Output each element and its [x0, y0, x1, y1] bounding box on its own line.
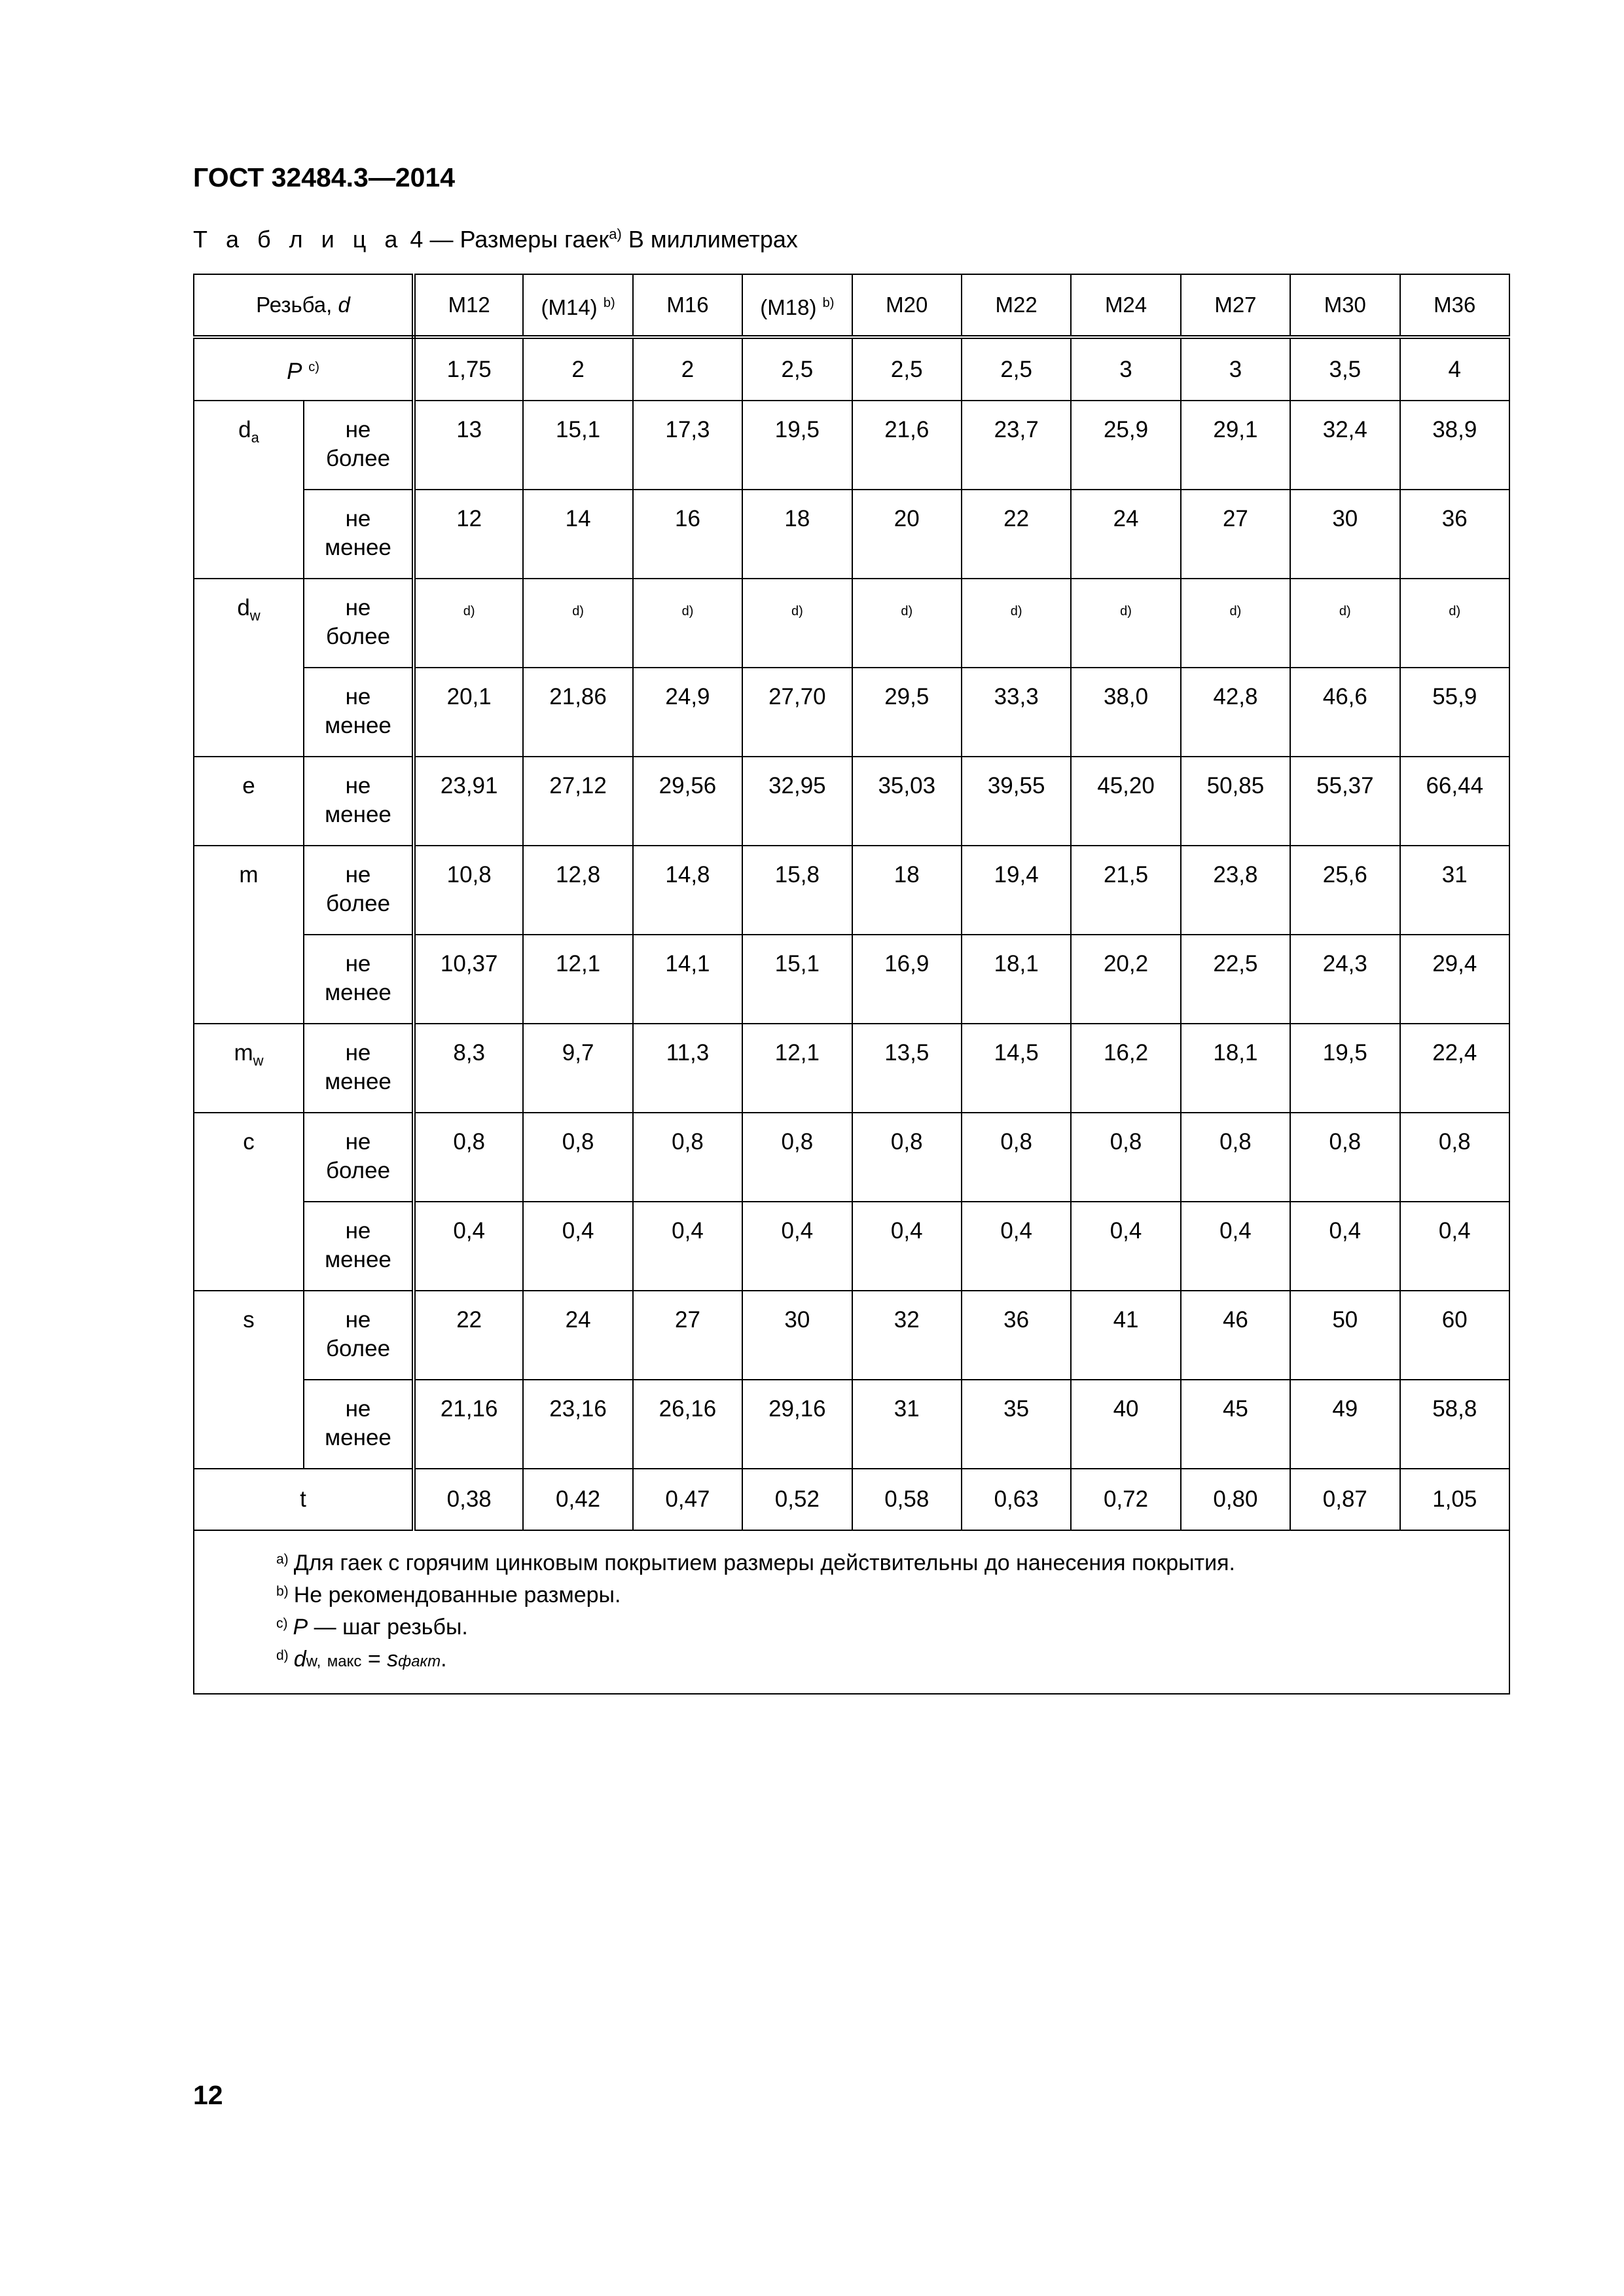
value-cell: 25,6: [1290, 846, 1399, 935]
cell-footnote-mark: d): [1229, 604, 1242, 619]
value-cell: 50,85: [1181, 757, 1290, 846]
pitch-row: [194, 337, 1509, 401]
t-value: 1,05: [1400, 1469, 1509, 1530]
value-cell: 45,20: [1071, 757, 1180, 846]
caption-title-mark: a): [609, 226, 622, 242]
footnote-rhs-symbol: s: [387, 1647, 399, 1672]
value-cell: 33,3: [962, 668, 1071, 757]
value-cell: 27: [1181, 490, 1290, 579]
value-cell: 8,3: [414, 1024, 523, 1113]
value-cell: 12,1: [523, 935, 632, 1024]
param-symbol: d: [238, 417, 251, 442]
table-row: [194, 668, 1509, 757]
size-label: M30: [1324, 293, 1366, 317]
size-header-cell: [523, 274, 632, 337]
size-label: M36: [1434, 293, 1476, 317]
value-cell: 39,55: [962, 757, 1071, 846]
value-cell: [1400, 579, 1509, 668]
t-value: 0,47: [633, 1469, 742, 1530]
limit-cell: не более: [304, 401, 414, 490]
cell-footnote-mark: d): [791, 604, 803, 619]
pitch-value: 1,75: [414, 337, 523, 401]
value-cell: 32: [852, 1291, 962, 1380]
param-cell: [194, 401, 304, 579]
size-label: (M14): [541, 295, 598, 319]
size-label: M27: [1214, 293, 1257, 317]
param-symbol: m: [239, 862, 259, 888]
value-cell: 23,91: [414, 757, 523, 846]
footnote-eq: =: [367, 1647, 381, 1672]
value-cell: 30: [742, 1291, 852, 1380]
param-cell: [194, 1113, 304, 1291]
value-cell: 20,2: [1071, 935, 1180, 1024]
value-cell: [742, 579, 852, 668]
value-cell: 0,4: [1181, 1202, 1290, 1291]
value-cell: 0,4: [1290, 1202, 1399, 1291]
limit-cell: не более: [304, 579, 414, 668]
value-cell: 14,1: [633, 935, 742, 1024]
value-cell: 22: [962, 490, 1071, 579]
footnote-mark: d): [276, 1648, 289, 1663]
value-cell: 0,8: [633, 1113, 742, 1202]
value-cell: 36: [1400, 490, 1509, 579]
value-cell: 23,8: [1181, 846, 1290, 935]
value-cell: 20: [852, 490, 962, 579]
value-cell: 0,4: [523, 1202, 632, 1291]
value-cell: 49: [1290, 1380, 1399, 1469]
footnote-text: Для гаек с горячим цинковым покрытием размеры действительны до нанесения покрытия.: [293, 1551, 1235, 1575]
value-cell: 30: [1290, 490, 1399, 579]
value-cell: 24: [1071, 490, 1180, 579]
footnote-text: Не рекомендованные размеры.: [293, 1583, 621, 1607]
t-value: 0,52: [742, 1469, 852, 1530]
size-label: M22: [995, 293, 1038, 317]
value-cell: 0,8: [852, 1113, 962, 1202]
value-cell: 26,16: [633, 1380, 742, 1469]
value-cell: 0,8: [523, 1113, 632, 1202]
size-header-cell: [1400, 274, 1509, 337]
value-cell: 10,37: [414, 935, 523, 1024]
pitch-symbol: P: [287, 359, 302, 384]
value-cell: 55,37: [1290, 757, 1399, 846]
value-cell: 29,56: [633, 757, 742, 846]
limit-cell: не менее: [304, 1202, 414, 1291]
pitch-value: 3: [1181, 337, 1290, 401]
value-cell: 31: [852, 1380, 962, 1469]
value-cell: 35: [962, 1380, 1071, 1469]
param-symbol: c: [243, 1129, 255, 1155]
table-row: [194, 1380, 1509, 1469]
param-cell: [194, 579, 304, 757]
t-value: 0,58: [852, 1469, 962, 1530]
value-cell: 22,4: [1400, 1024, 1509, 1113]
size-footnote-mark: b): [822, 295, 835, 310]
size-label: (M18): [760, 295, 817, 319]
table-row: [194, 757, 1509, 846]
value-cell: 32,4: [1290, 401, 1399, 490]
value-cell: 58,8: [1400, 1380, 1509, 1469]
value-cell: 0,4: [1400, 1202, 1509, 1291]
value-cell: 0,8: [962, 1113, 1071, 1202]
size-header-cell: [1181, 274, 1290, 337]
param-symbol: s: [243, 1307, 255, 1333]
pitch-value: 4: [1400, 337, 1509, 401]
pitch-value: 2,5: [852, 337, 962, 401]
footnote: [276, 1641, 1509, 1676]
table-row: [194, 490, 1509, 579]
footnote: [276, 1545, 1509, 1577]
table-caption: [193, 226, 798, 253]
param-cell: [194, 1291, 304, 1469]
footnote: [276, 1577, 1509, 1609]
value-cell: 22: [414, 1291, 523, 1380]
value-cell: 0,4: [962, 1202, 1071, 1291]
size-header-cell: [633, 274, 742, 337]
value-cell: 32,95: [742, 757, 852, 846]
t-value: 0,87: [1290, 1469, 1399, 1530]
value-cell: 42,8: [1181, 668, 1290, 757]
table-row: [194, 935, 1509, 1024]
cell-footnote-mark: d): [463, 604, 475, 619]
value-cell: 16: [633, 490, 742, 579]
page-number: 12: [193, 2080, 223, 2110]
value-cell: 36: [962, 1291, 1071, 1380]
value-cell: 46,6: [1290, 668, 1399, 757]
footnote-mark: b): [276, 1584, 289, 1599]
size-footnote-mark: b): [603, 295, 615, 310]
value-cell: 23,7: [962, 401, 1071, 490]
value-cell: 18,1: [962, 935, 1071, 1024]
value-cell: 19,5: [1290, 1024, 1399, 1113]
pitch-label-cell: [194, 337, 414, 401]
t-value: 0,72: [1071, 1469, 1180, 1530]
caption-label: Т а б л и ц а: [193, 226, 404, 253]
pitch-value: 2: [523, 337, 632, 401]
value-cell: 25,9: [1071, 401, 1180, 490]
value-cell: 16,2: [1071, 1024, 1180, 1113]
value-cell: 14: [523, 490, 632, 579]
value-cell: 0,4: [852, 1202, 962, 1291]
value-cell: 27: [633, 1291, 742, 1380]
value-cell: 0,4: [742, 1202, 852, 1291]
value-cell: [633, 579, 742, 668]
footnotes-cell: [194, 1530, 1509, 1694]
table-row: [194, 846, 1509, 935]
value-cell: [1181, 579, 1290, 668]
pitch-value: 2: [633, 337, 742, 401]
t-row: [194, 1469, 1509, 1530]
cell-footnote-mark: d): [1120, 604, 1132, 619]
value-cell: 10,8: [414, 846, 523, 935]
value-cell: 45: [1181, 1380, 1290, 1469]
value-cell: 41: [1071, 1291, 1180, 1380]
nut-dimensions-table: [193, 274, 1510, 1695]
value-cell: 0,8: [1181, 1113, 1290, 1202]
size-label: M12: [448, 293, 490, 317]
table-row: [194, 401, 1509, 490]
standard-code: ГОСТ 32484.3—2014: [193, 162, 456, 192]
value-cell: [414, 579, 523, 668]
value-cell: [852, 579, 962, 668]
footnote-text: — шаг резьбы.: [314, 1615, 468, 1640]
value-cell: 17,3: [633, 401, 742, 490]
value-cell: 9,7: [523, 1024, 632, 1113]
value-cell: 15,1: [742, 935, 852, 1024]
value-cell: 12,8: [523, 846, 632, 935]
table-row: [194, 1291, 1509, 1380]
param-symbol: e: [242, 773, 255, 798]
value-cell: 19,4: [962, 846, 1071, 935]
value-cell: 0,8: [742, 1113, 852, 1202]
value-cell: 55,9: [1400, 668, 1509, 757]
cell-footnote-mark: d): [1449, 604, 1461, 619]
param-cell: [194, 757, 304, 846]
value-cell: 18: [852, 846, 962, 935]
value-cell: 24,3: [1290, 935, 1399, 1024]
t-value: 0,80: [1181, 1469, 1290, 1530]
table-row: [194, 1202, 1509, 1291]
pitch-value: 2,5: [742, 337, 852, 401]
value-cell: 14,8: [633, 846, 742, 935]
value-cell: 38,0: [1071, 668, 1180, 757]
pitch-footnote-mark: c): [308, 360, 319, 374]
value-cell: 0,8: [414, 1113, 523, 1202]
header-row: [194, 274, 1509, 337]
value-cell: 12: [414, 490, 523, 579]
value-cell: 0,4: [414, 1202, 523, 1291]
thread-header-cell: [194, 274, 414, 337]
caption-dash: —: [429, 226, 454, 253]
value-cell: 29,1: [1181, 401, 1290, 490]
value-cell: 21,5: [1071, 846, 1180, 935]
value-cell: 0,4: [633, 1202, 742, 1291]
size-header-cell: [962, 274, 1071, 337]
footnote: [276, 1609, 1509, 1641]
value-cell: 13,5: [852, 1024, 962, 1113]
value-cell: 22,5: [1181, 935, 1290, 1024]
value-cell: [523, 579, 632, 668]
param-symbol: d: [237, 595, 250, 620]
value-cell: 29,4: [1400, 935, 1509, 1024]
value-cell: 31: [1400, 846, 1509, 935]
footnote-mark: c): [276, 1616, 288, 1631]
footnote-rhs-sub: факт: [398, 1653, 441, 1670]
t-param-cell: t: [194, 1469, 414, 1530]
cell-footnote-mark: d): [572, 604, 584, 619]
value-cell: 18: [742, 490, 852, 579]
caption-number: 4: [410, 226, 424, 253]
value-cell: 46: [1181, 1291, 1290, 1380]
limit-cell: не менее: [304, 935, 414, 1024]
cell-footnote-mark: d): [681, 604, 694, 619]
footnote-symbol: P: [293, 1615, 308, 1640]
value-cell: 14,5: [962, 1024, 1071, 1113]
value-cell: 21,86: [523, 668, 632, 757]
value-cell: 29,16: [742, 1380, 852, 1469]
param-cell: [194, 846, 304, 1024]
size-header-cell: [414, 274, 523, 337]
value-cell: 18,1: [1181, 1024, 1290, 1113]
pitch-value: 3: [1071, 337, 1180, 401]
value-cell: 66,44: [1400, 757, 1509, 846]
value-cell: 11,3: [633, 1024, 742, 1113]
t-value: 0,42: [523, 1469, 632, 1530]
limit-cell: не менее: [304, 668, 414, 757]
size-header-cell: [1071, 274, 1180, 337]
limit-cell: не менее: [304, 490, 414, 579]
caption-units: В миллиметрах: [628, 226, 798, 253]
param-subscript: w: [249, 607, 261, 624]
value-cell: [1071, 579, 1180, 668]
pitch-value: 2,5: [962, 337, 1071, 401]
value-cell: 16,9: [852, 935, 962, 1024]
value-cell: 0,8: [1400, 1113, 1509, 1202]
value-cell: 19,5: [742, 401, 852, 490]
value-cell: 0,8: [1290, 1113, 1399, 1202]
value-cell: 15,1: [523, 401, 632, 490]
value-cell: 38,9: [1400, 401, 1509, 490]
value-cell: 40: [1071, 1380, 1180, 1469]
value-cell: 20,1: [414, 668, 523, 757]
value-cell: [1290, 579, 1399, 668]
t-value: 0,38: [414, 1469, 523, 1530]
value-cell: 12,1: [742, 1024, 852, 1113]
value-cell: 0,4: [1071, 1202, 1180, 1291]
size-label: M24: [1104, 293, 1147, 317]
cell-footnote-mark: d): [901, 604, 913, 619]
param-symbol: m: [234, 1040, 253, 1066]
param-subscript: a: [251, 429, 259, 446]
cell-footnote-mark: d): [1339, 604, 1351, 619]
value-cell: [962, 579, 1071, 668]
value-cell: 27,70: [742, 668, 852, 757]
limit-cell: не менее: [304, 757, 414, 846]
table-row: [194, 579, 1509, 668]
value-cell: 24,9: [633, 668, 742, 757]
value-cell: 0,8: [1071, 1113, 1180, 1202]
cell-footnote-mark: d): [1010, 604, 1022, 619]
value-cell: 24: [523, 1291, 632, 1380]
limit-cell: не менее: [304, 1380, 414, 1469]
limit-cell: не более: [304, 1113, 414, 1202]
size-label: M20: [886, 293, 928, 317]
table-row: [194, 1024, 1509, 1113]
value-cell: 60: [1400, 1291, 1509, 1380]
value-cell: 21,6: [852, 401, 962, 490]
size-header-cell: [742, 274, 852, 337]
thread-label: Резьба,: [256, 293, 333, 317]
size-label: M16: [666, 293, 709, 317]
footnote-symbol: d: [293, 1647, 306, 1672]
value-cell: 27,12: [523, 757, 632, 846]
limit-cell: не более: [304, 1291, 414, 1380]
table-row: [194, 1113, 1509, 1202]
footnote-sub-max: макс: [327, 1653, 362, 1670]
param-subscript: w: [253, 1052, 264, 1069]
footnote-sub-w: w,: [306, 1653, 321, 1670]
t-value: 0,63: [962, 1469, 1071, 1530]
thread-symbol: d: [338, 293, 350, 317]
size-header-cell: [852, 274, 962, 337]
value-cell: 29,5: [852, 668, 962, 757]
pitch-value: 3,5: [1290, 337, 1399, 401]
value-cell: 35,03: [852, 757, 962, 846]
caption-title: Размеры гаек: [460, 226, 609, 253]
footnote-mark: a): [276, 1552, 289, 1567]
value-cell: 50: [1290, 1291, 1399, 1380]
value-cell: 21,16: [414, 1380, 523, 1469]
limit-cell: не менее: [304, 1024, 414, 1113]
size-header-cell: [1290, 274, 1399, 337]
value-cell: 15,8: [742, 846, 852, 935]
value-cell: 23,16: [523, 1380, 632, 1469]
limit-cell: не более: [304, 846, 414, 935]
footnote-end: .: [441, 1647, 447, 1672]
footnotes-row: [194, 1530, 1509, 1694]
value-cell: 13: [414, 401, 523, 490]
param-cell: [194, 1024, 304, 1113]
